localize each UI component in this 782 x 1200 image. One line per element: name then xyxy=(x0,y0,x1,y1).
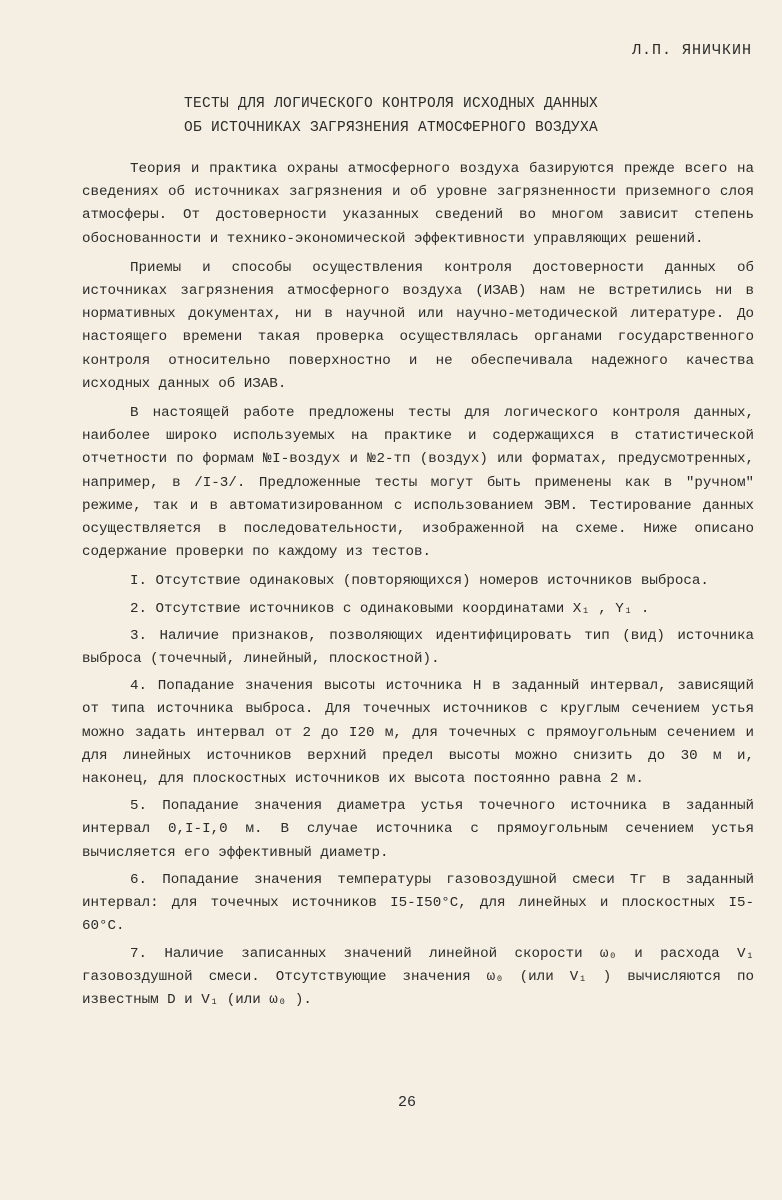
paragraph-methods: Приемы и способы осуществления контроля достоверности данных об источниках загрязнения атмосферного воздуха (ИЗАВ) нам не встретились ни в нормативных документах, ни в научной или научно-методической литературе. До настоящего времени такая проверка осуществлялась органами государственного контроля относительно поверхностно и не обеспечивала надежного качества исходных данных об ИЗАВ. xyxy=(82,259,754,392)
paragraph-proposal: В настоящей работе предложены тесты для логического контроля данных, наиболее широко используемых на практике и содержащихся в статистической отчетности по формам №I-воздух и №2-тп (воздух) или форматах, предусмотренных, например, в /I-3/. Предложенные тесты могут быть применены как в "ручном" режиме, так и в автоматизированном с использованием ЭВМ. Тестирование данных осуществляется в последовательности, изображенной на схеме. Ниже описано содержание проверки по каждому из тестов. xyxy=(82,405,754,561)
article-title xyxy=(0,92,782,140)
paragraph-intro: Теория и практика охраны атмосферного воздуха базируются прежде всего на сведениях об источниках загрязнения и об уровне загрязненности приземного слоя атмосферы. От достоверности указанных сведений во многом зависит степень обоснованности и технико-экономической эффективности управляющих решений. xyxy=(82,161,754,247)
title-line-2: ОБ ИСТОЧНИКАХ ЗАГРЯЗНЕНИЯ АТМОСФЕРНОГО ВОЗДУХА xyxy=(183,120,599,136)
test-item-2: 2. Отсутствие источников с одинаковыми координатами X₁ , Y₁ . xyxy=(130,600,650,617)
article-body xyxy=(82,158,754,1016)
test-item-6: 6. Попадание значения температуры газовоздушной смеси Tг в заданный интервал: для точечных источников I5-I50°С, для линейных и плоскостных I5-60°С. xyxy=(82,871,754,935)
test-item-4: 4. Попадание значения высоты источника H в заданный интервал, зависящий от типа источника выброса. Для точечных источников с круглым сечением устья можно задать интервал от 2 до I20 м, для точечных с прямоугольным сечением и для линейных источников верхний предел высоты можно снизить до 30 м и, наконец, для плоскостных источников их высота постоянно равна 2 м. xyxy=(82,678,754,788)
test-item-5: 5. Попадание значения диаметра устья точечного источника в заданный интервал 0,I-I,0 м. В случае источника с прямоугольным сечением устья вычисляется его эффективный диаметр. xyxy=(82,798,754,861)
author-name: Л.П. ЯНИЧКИН xyxy=(631,42,752,59)
title-line-1: ТЕСТЫ ДЛЯ ЛОГИЧЕСКОГО КОНТРОЛЯ ИСХОДНЫХ ДАННЫХ xyxy=(183,96,599,112)
test-item-3: 3. Наличие признаков, позволяющих идентифицировать тип (вид) источника выброса (точечный, линейный, плоскостной). xyxy=(82,627,754,668)
test-item-1: I. Отсутствие одинаковых (повторяющихся) номеров источников выброса. xyxy=(130,573,709,590)
test-item-7: 7. Наличие записанных значений линейной скорости ω₀ и расхода V₁ газовоздушной смеси. Отсутствующие значения ω₀ (или V₁ ) вычисляются по известным D и V₁ (или ω₀ ). xyxy=(82,945,754,1008)
page-number: 26 xyxy=(398,1094,417,1111)
